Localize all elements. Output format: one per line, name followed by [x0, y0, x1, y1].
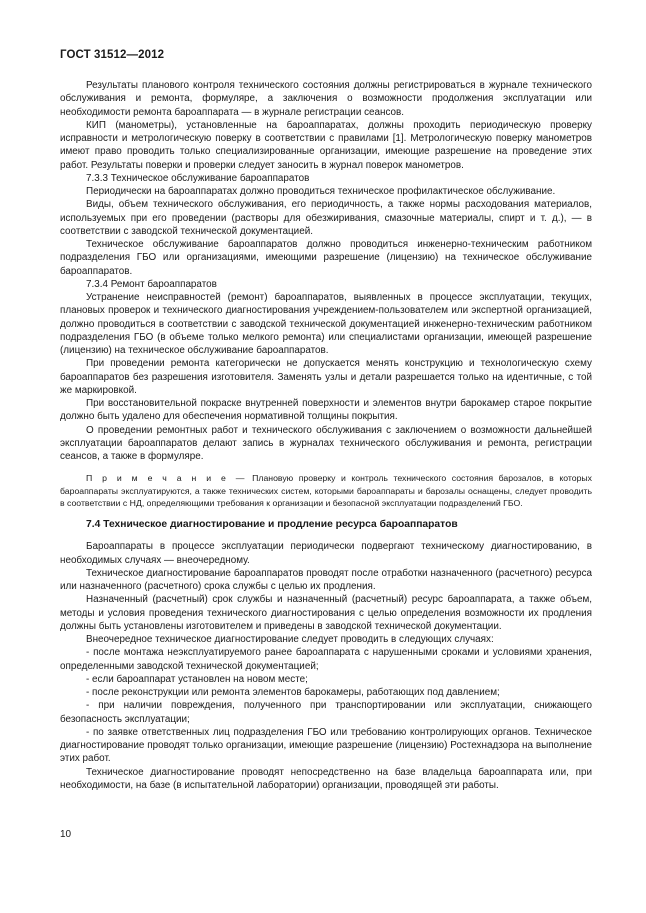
paragraph: Устранение неисправностей (ремонт) бароаппаратов, выявленных в процессе эксплуатации, текущих, плановых проверок и технического диагностирования учреждением-пользователем или экспертной организацией, должно проводиться в соответствии с заводской технической документацией инженерно-техническим работником подразделения ГБО (в объеме только мелкого ремонта) или специалистами организации, имеющей разрешение (лицензию) на техническое обслуживание бароаппаратов.: [60, 292, 592, 356]
paragraph: Виды, объем технического обслуживания, его периодичность, а также нормы расходования материалов, используемых при его проведении (растворы для обезжиривания, смазочные материалы, спирт и т. д.), — в соответствии с заводской технической документацией.: [60, 199, 592, 237]
list-item: - по заявке ответственных лиц подразделения ГБО или требованию контролирующих органов. Техническое диагностирование проводят только организации, имеющие разрешение (лицензию) Ростехнадзора на выполнение этих работ.: [60, 726, 592, 765]
paragraph: КИП (манометры), установленные на бароаппаратах, должны проходить периодическую проверку исправности и метрологическую поверку в соответствии с правилами [1]. Метрологическую поверку манометров имеют право проводить только специализированные организации, имеющие разрешение на проведение этих работ. Результаты поверки и проверки следует заносить в журнал поверок манометров.: [60, 119, 592, 171]
paragraph: При проведении ремонта категорически не допускается менять конструкцию и технологическую схему бароаппаратов без разрешения изготовителя. Заменять узлы и детали разрешается только на идентичные, с той же маркировкой.: [60, 358, 592, 396]
list-item: - после монтажа неэксплуатируемого ранее бароаппарата с нарушенными сроками и условиями хранения, определенными заводской технической документацией;: [60, 647, 592, 672]
subsection-heading: 7.3.4 Ремонт бароаппаратов: [86, 278, 217, 290]
list-item: - при наличии повреждения, полученного при транспортировании или эксплуатации, снижающего безопасность эксплуатации;: [60, 700, 592, 725]
paragraph: Внеочередное техническое диагностирование следует проводить в следующих случаях:: [86, 634, 494, 646]
list-item: - если бароаппарат установлен на новом месте;: [86, 673, 308, 685]
note-text: Плановую проверку и контроль технического состояния барозалов, в которых бароаппараты эксплуатируются, а также технических систем, которыми бароаппараты и барозалы оснащены, следует проводить в соответствии с НД, определяющими требования к организации и безопасной эксплуатации подразделений ГБО.: [60, 473, 592, 508]
paragraph: Техническое диагностирование бароаппаратов проводят после отработки назначенного (расчетного) ресурса или назначенного (расчетного) срока службы с целью их продления.: [60, 567, 592, 593]
subsection-heading: 7.3.3 Техническое обслуживание бароаппаратов: [86, 172, 310, 184]
document-header: ГОСТ 31512—2012: [60, 49, 165, 61]
paragraph: Периодически на бароаппаратах должно проводиться техническое профилактическое обслуживание.: [86, 186, 556, 197]
document-body: [60, 79, 592, 792]
paragraph: О проведении ремонтных работ и технического обслуживания с заключением о возможности дальнейшей эксплуатации бароаппаратов делают запись в журналах технического обслуживания и ремонта, регистрации сеансов, а также в формуляре.: [60, 424, 592, 462]
paragraph: Назначенный (расчетный) срок службы и назначенный (расчетный) ресурс бароаппарата, а также объем, методы и условия проведения технического диагностирования с целью определения возможности их продления должны быть установлены изготовителем и приведены в заводской технической документации.: [60, 594, 592, 632]
note-label: П р и м е ч а н и е —: [86, 473, 247, 484]
paragraph: Техническое обслуживание бароаппаратов должно проводиться инженерно-техническим работником подразделения ГБО или организациями, имеющими разрешение (лицензию) на техническое обслуживание бароаппаратов.: [60, 239, 592, 277]
page-number: 10: [60, 829, 72, 840]
paragraph: При восстановительной покраске внутренней поверхности и элементов внутри барокамер старое покрытие должно быть удалено для обеспечения нормативной толщины покрытия.: [60, 398, 592, 423]
paragraph: Техническое диагностирование проводят непосредственно на базе владельца бароаппарата или, при необходимости, на базе (в испытательной лаборатории) организации, проводящей эти работы.: [60, 766, 592, 791]
paragraph: Результаты планового контроля технического состояния должны регистрироваться в журнале технического обслуживания и ремонта, формуляре, а заключения о возможности продолжения эксплуатации или необходимости ремонта бароаппарата — в журнале регистрации сеансов.: [60, 80, 592, 118]
note-block: [60, 472, 592, 509]
list-item: - после реконструкции или ремонта элементов барокамеры, работающих под давлением;: [86, 687, 500, 699]
section-title: 7.4 Техническое диагностирование и продление ресурса бароаппаратов: [86, 519, 458, 531]
paragraph: Бароаппараты в процессе эксплуатации периодически подвергают техническому диагностированию, в необходимых случаях — внеочередному.: [60, 541, 592, 566]
note-paragraph: [60, 472, 592, 509]
